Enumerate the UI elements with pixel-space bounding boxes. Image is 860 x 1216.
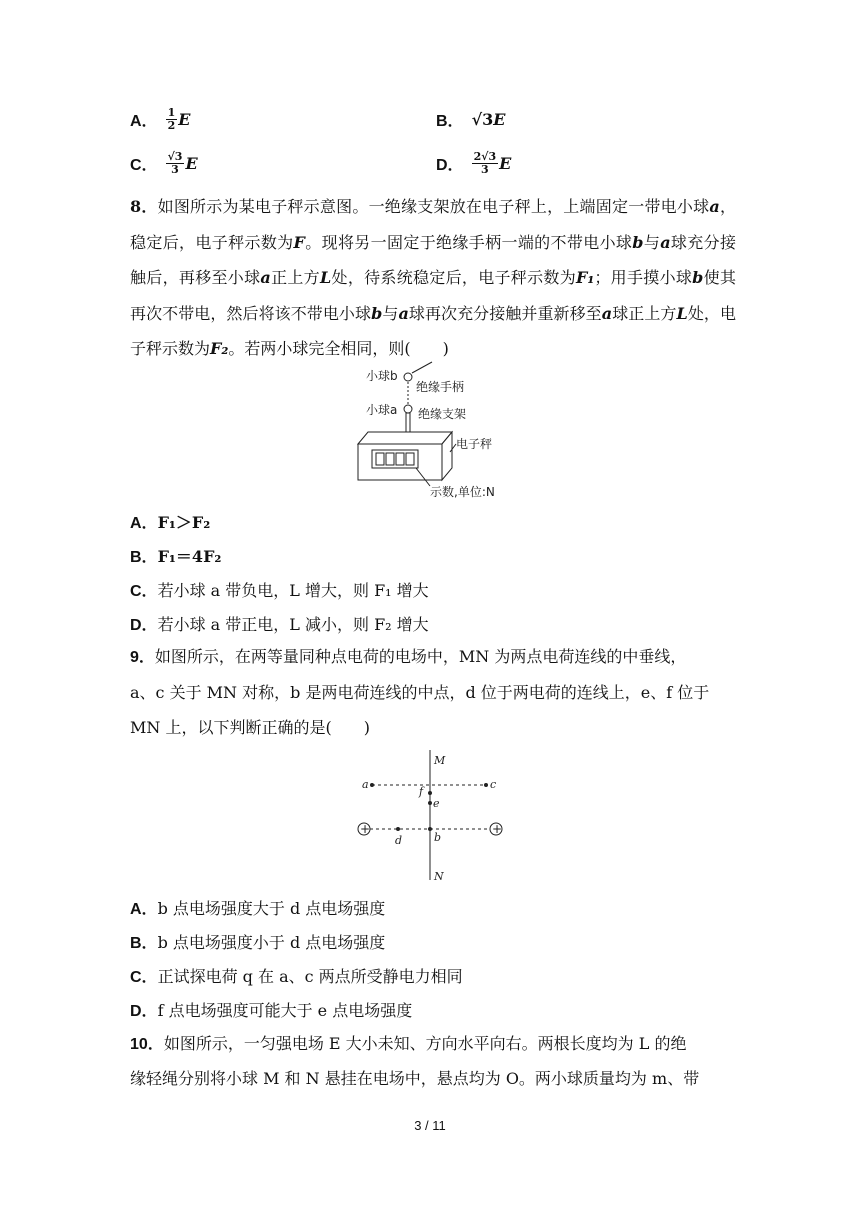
q9-option-c: C．正试探电荷 q 在 a、c 两点所受静电力相同 <box>130 967 463 986</box>
label-b: b <box>434 831 442 844</box>
point-f <box>428 791 432 795</box>
fraction: $\frac{2√3}{3}$ <box>473 149 497 176</box>
ball-a <box>404 405 412 413</box>
fraction: $\frac{1}{2}$ <box>167 105 176 132</box>
label-n: N <box>434 870 444 883</box>
ball-b <box>404 373 412 381</box>
label-m: M <box>434 754 446 767</box>
q7-option-a: A． $\frac{1}{2}$ E <box>130 105 191 132</box>
label-ball-b: 小球b <box>366 369 398 383</box>
point-e <box>428 801 432 805</box>
q10-stem-line-2: 缘轻绳分别将小球 M 和 N 悬挂在电场中，悬点均为 O。两小球质量均为 m、带 <box>130 1069 700 1088</box>
label-a: a <box>362 778 369 791</box>
q8-option-d: D．若小球 a 带正电，L 减小，则 F₂ 增大 <box>130 615 429 634</box>
option-label: A． <box>130 112 158 130</box>
option-label: C． <box>130 156 158 174</box>
q9-option-b: B．b 点电场强度小于 d 点电场强度 <box>130 933 386 952</box>
plus-sign-left: + <box>360 822 371 836</box>
q7-options-row-2 <box>130 143 750 183</box>
q7-option-c: C． $\frac{√3}{3}$ E <box>130 149 198 176</box>
q8-electronic-scale-figure <box>350 360 520 500</box>
q9-option-d: D．f 点电场强度可能大于 e 点电场强度 <box>130 1001 413 1020</box>
label-e: e <box>433 797 440 810</box>
point-d <box>396 827 400 831</box>
point-a <box>370 783 374 787</box>
label-stand: 绝缘支架 <box>418 407 467 421</box>
q9-stem-line-2: a、c 关于 MN 对称，b 是两电荷连线的中点，d 位于两电荷的连线上，e、f 位于 <box>130 683 710 702</box>
q8-option-a: A．F₁＞F₂ <box>130 513 211 532</box>
q7-option-d: D． $\frac{2√3}{3}$ E <box>436 149 512 176</box>
q9-option-a: A．b 点电场强度大于 d 点电场强度 <box>130 899 386 918</box>
label-ball-a: 小球a <box>366 403 398 417</box>
point-c <box>484 783 488 787</box>
q7-options-row-1 <box>130 99 750 139</box>
label-c: c <box>490 778 497 791</box>
plus-sign-right: + <box>492 822 503 836</box>
q8-option-b: B．F₁＝4F₂ <box>130 547 222 566</box>
option-label: B． <box>436 112 464 130</box>
label-handle: 绝缘手柄 <box>416 380 465 394</box>
q9-stem-line-1: 9．如图所示，在两等量同种点电荷的电场中，MN 为两点电荷连线的中垂线， <box>130 647 687 666</box>
scale-top <box>358 432 452 444</box>
label-f: f <box>419 785 424 798</box>
q8-stem: 8．如图所示为某电子秤示意图。一绝缘支架放在电子秤上，上端固定一带电小球a，稳定后，电子秤示数为F。现将另一固定于绝缘手柄一端的不带电小球b与a球充分接触后，再移至小球a正上方L处，待系统稳定后，电子秤示数为F₁；用手摸小球b使其再次不带电，然后将该不带电小球b与a球再次充分接触并重新移至a球正上方L处，电子秤示数为F₂。若两小球完全相同，则( ) <box>130 197 736 358</box>
q9-stem-line-3: MN 上，以下判断正确的是( ) <box>130 718 370 737</box>
option-label: D． <box>436 156 464 174</box>
label-d: d <box>395 834 403 847</box>
q9-field-figure <box>352 748 512 884</box>
label-reading: 示数,单位:N <box>430 485 495 499</box>
label-scale: 电子秤 <box>456 437 493 451</box>
point-b <box>428 827 432 831</box>
page-number: 3 / 11 <box>414 1118 446 1133</box>
q8-option-c: C．若小球 a 带负电，L 增大，则 F₁ 增大 <box>130 581 429 600</box>
fraction: $\frac{√3}{3}$ <box>167 149 183 176</box>
q7-option-b: B． √3 E <box>436 109 506 130</box>
q10-stem-line-1: 10．如图所示，一匀强电场 E 大小未知、方向水平向右。两根长度均为 L 的绝 <box>130 1034 687 1053</box>
insulating-handle-line <box>412 362 432 373</box>
